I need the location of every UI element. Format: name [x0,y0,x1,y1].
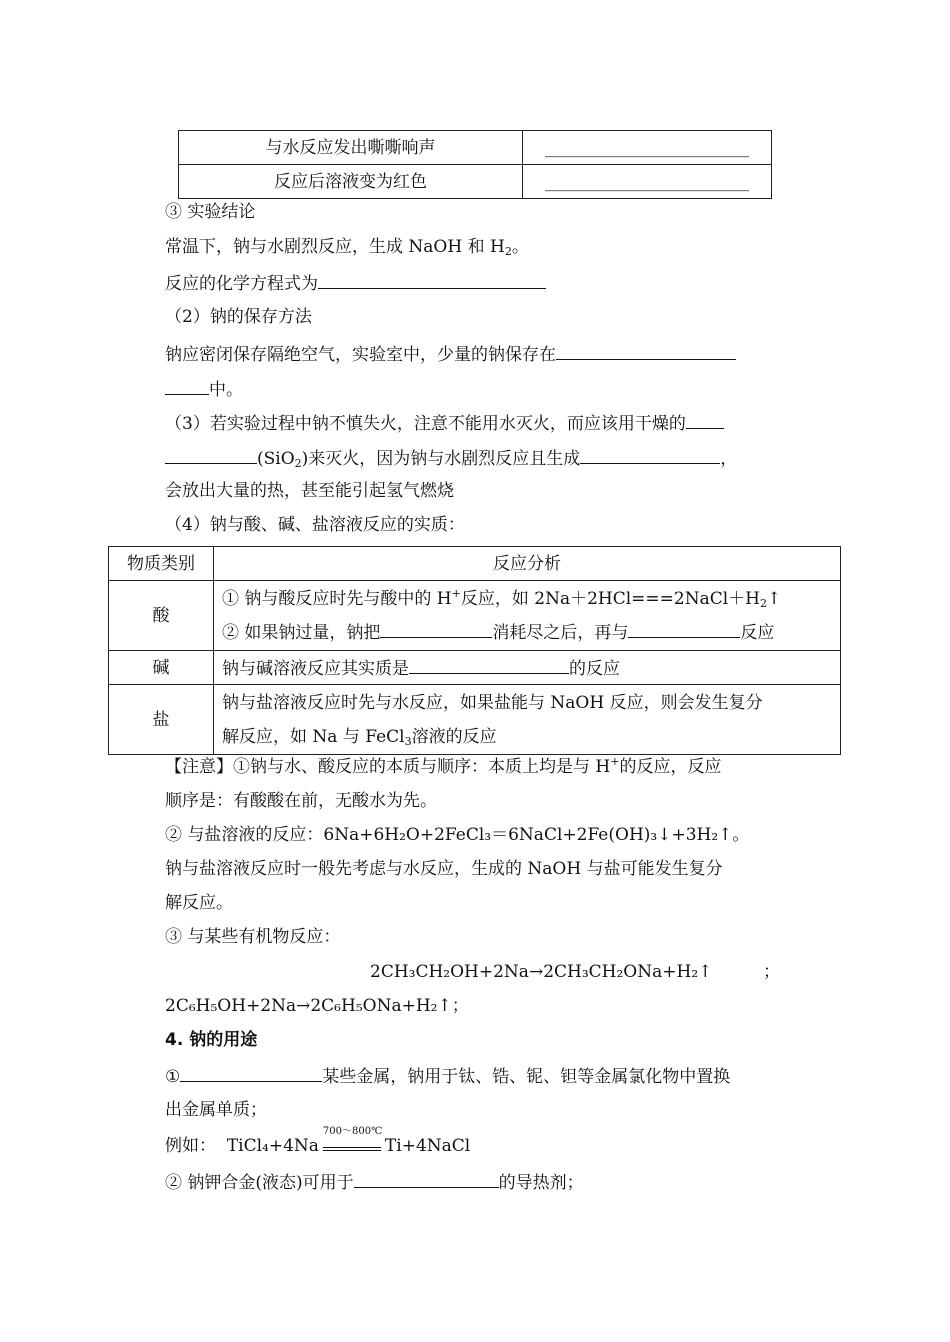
conclusion-line: 常温下，钠与水剧烈反应，生成 NaOH 和 $H_2$。 [165,237,529,258]
answer-blank[interactable] [556,341,736,360]
header-type: 物质类别 [109,547,214,581]
type-acid: 酸 [109,581,214,651]
answer-blank[interactable] [409,655,569,674]
answer-blank[interactable] [628,619,740,638]
essence-heading: （4）钠与酸、碱、盐溶液反应的实质： [165,515,465,535]
phenomenon-cell: 反应后溶液变为红色 [179,165,523,199]
organic-equation-1: 2CH₃CH₂OH+2Na→2CH₃CH₂ONa+H₂↑ [370,962,713,982]
note-line5: 解反应。 [165,893,233,913]
analysis-salt: 钠与盐溶液反应时先与水反应，如果盐能与 NaOH 反应，则会发生复分 解反应，如 Na 与 FeCl$_3$溶液的反应 [214,685,841,755]
answer-blank[interactable] [318,270,546,289]
analysis-acid: ① 钠与酸反应时先与酸中的 H+反应，如 $2Na+2HCl===2NaCl+H_2↑$ ② 如果钠过量，钠把 消耗尽之后，再与 反应 [214,581,841,651]
answer-blank[interactable] [686,410,724,429]
answer-blank[interactable] [165,445,257,464]
type-salt: 盐 [109,685,214,755]
answer-blank[interactable] [580,445,720,464]
phenomenon-table [178,130,772,199]
header-analysis: 反应分析 [214,547,841,581]
equation-line: 反应的化学方程式为 [165,270,546,296]
note-line4: 钠与盐溶液反应时一般先考虑与水反应，生成的 NaOH 与盐可能发生复分 [165,859,723,879]
answer-blank[interactable] [180,1063,322,1082]
answer-cell[interactable]: ________________________ [523,131,772,165]
fire-line3: 会放出大量的热，甚至能引起氢气燃烧 [165,481,454,501]
answer-blank[interactable] [380,619,492,638]
phenomenon-cell: 与水反应发出嘶嘶响声 [179,131,523,165]
fire-line2: (SiO$_2$)来灭火，因为钠与水剧烈反应且生成 ， [165,445,737,471]
uses-line1: ① 某些金属，钠用于钛、锆、铌、钽等金属氯化物中置换 [165,1063,730,1089]
answer-blank[interactable] [165,376,209,395]
note-line3: ② 与盐溶液的反应：6Na+6H₂O+2FeCl₃＝6NaCl+2Fe(OH)₃↓+3H₂↑。 [165,825,750,845]
answer-blank[interactable] [354,1169,499,1188]
organic-semicolon: ； [763,962,780,982]
reaction-condition: 700～800℃ [323,1134,381,1158]
conclusion-heading: ③ 实验结论 [165,202,256,222]
essence-table [108,546,841,755]
note-line2: 顺序是：有酸酸在前，无酸水为先。 [165,791,437,811]
note-line6: ③ 与某些有机物反应： [165,927,341,947]
fire-line: （3）若实验过程中钠不慎失火，注意不能用水灭火，而应该用干燥的 [165,410,724,436]
storage-line2: 中。 [165,376,243,402]
analysis-base: 钠与碱溶液反应其实质是 的反应 [214,651,841,685]
uses-heading: 4. 钠的用途 [165,1030,258,1050]
storage-line: 钠应密闭保存隔绝空气，实验室中，少量的钠保存在 [165,341,736,367]
storage-heading: （2）钠的保存方法 [165,307,312,327]
type-base: 碱 [109,651,214,685]
uses-line2: 出金属单质； [165,1100,267,1120]
note-line1: 【注意】①钠与水、酸反应的本质与顺序：本质上均是与 H+的反应，反应 [165,755,722,777]
example-line: 例如： TiCl₄+4Na 700～800℃ Ti+4NaCl [165,1126,471,1156]
organic-equation-2: 2C₆H₅OH+2Na→2C₆H₅ONa+H₂↑； [165,996,469,1016]
answer-cell[interactable]: ________________________ [523,165,772,199]
uses-line4: ② 钠钾合金(液态)可用于 的导热剂； [165,1169,584,1195]
